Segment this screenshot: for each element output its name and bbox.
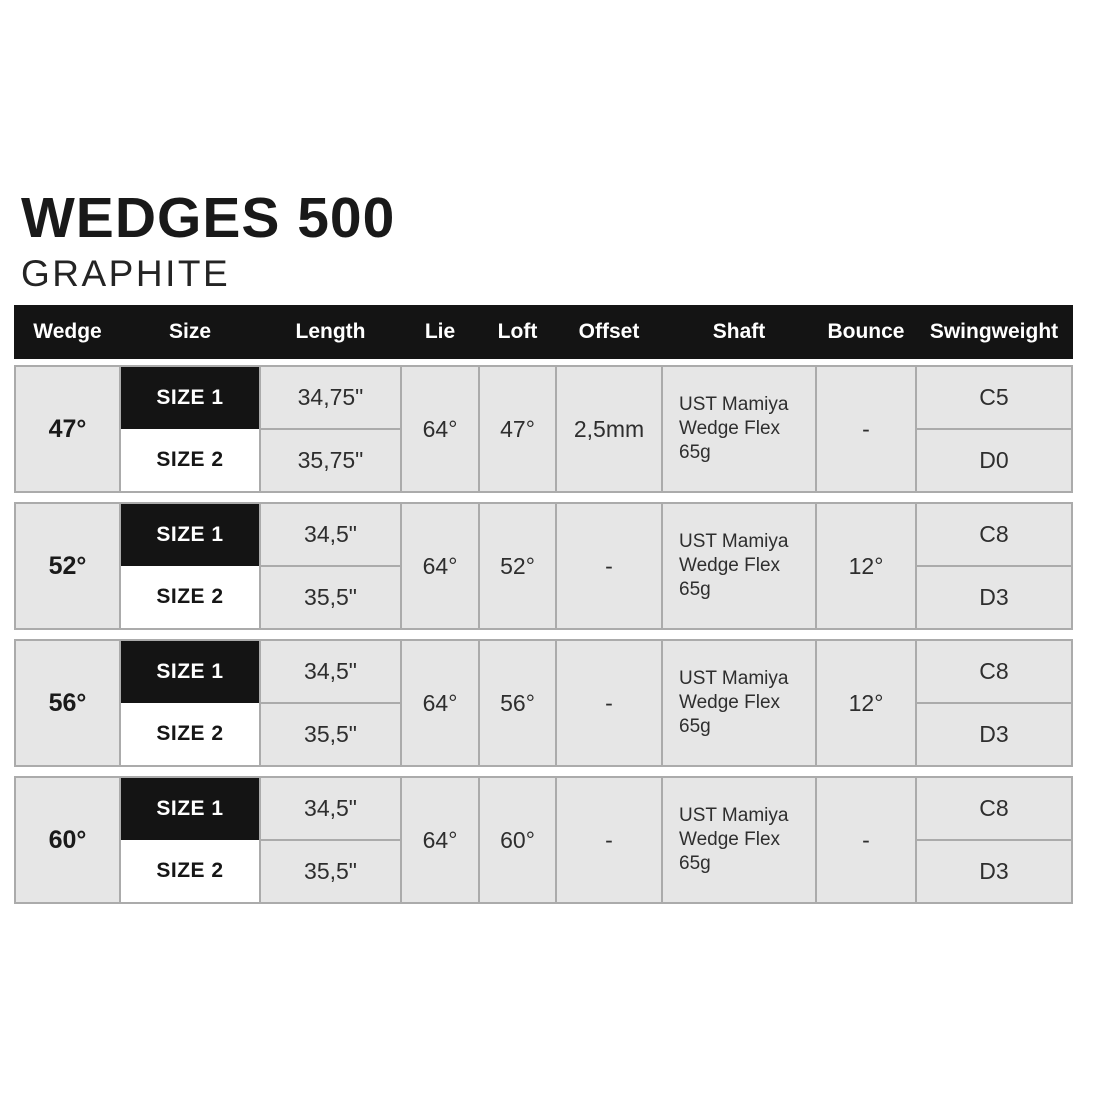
swingweight-size2-cell: D3	[979, 721, 1009, 747]
swingweight-size2-cell: D3	[979, 858, 1009, 884]
bounce-cell: -	[817, 367, 915, 491]
wedge-cell: 52°	[16, 504, 119, 628]
shaft-cell: UST Mamiya Wedge Flex 65g	[663, 778, 815, 902]
size-2-badge: SIZE 2	[121, 429, 259, 491]
length-size2-cell: 35,5"	[261, 704, 400, 765]
offset-cell: 2,5mm	[557, 367, 661, 491]
lie-cell: 64°	[402, 504, 478, 628]
offset-cell: -	[557, 641, 661, 765]
loft-cell: 52°	[480, 504, 555, 628]
header-bounce: Bounce	[817, 307, 915, 357]
header-loft: Loft	[480, 307, 555, 357]
lie-cell: 64°	[402, 367, 478, 491]
length-size2-cell: 35,5"	[261, 567, 400, 628]
size-2-badge: SIZE 2	[121, 840, 259, 902]
table-row-47	[14, 365, 1073, 493]
swingweight-column	[917, 641, 1071, 765]
header-swingweight: Swingweight	[917, 307, 1071, 357]
size-column	[121, 778, 259, 902]
header-size: Size	[121, 307, 259, 357]
swingweight-size2-cell: D0	[979, 447, 1009, 473]
size-2-badge: SIZE 2	[121, 703, 259, 765]
size-1-badge: SIZE 1	[121, 504, 259, 566]
swingweight-size2-cell: D3	[979, 584, 1009, 610]
size-1-badge: SIZE 1	[121, 641, 259, 703]
wedge-cell: 47°	[16, 367, 119, 491]
swingweight-size1-cell: C8	[917, 504, 1071, 567]
lie-cell: 64°	[402, 778, 478, 902]
swingweight-size1-cell: C5	[917, 367, 1071, 430]
shaft-cell: UST Mamiya Wedge Flex 65g	[663, 367, 815, 491]
size-column	[121, 641, 259, 765]
offset-cell: -	[557, 778, 661, 902]
header-lie: Lie	[402, 307, 478, 357]
length-size1-cell: 34,5"	[261, 641, 400, 702]
bounce-cell: 12°	[817, 504, 915, 628]
bounce-cell: -	[817, 778, 915, 902]
table-header-row	[14, 305, 1073, 359]
swingweight-size1-cell: C8	[917, 778, 1071, 841]
swingweight-column	[917, 367, 1071, 491]
length-size2-cell: 35,75"	[261, 430, 400, 491]
lie-cell: 64°	[402, 641, 478, 765]
header-offset: Offset	[557, 307, 661, 357]
length-size1-cell: 34,75"	[261, 367, 400, 428]
size-2-badge: SIZE 2	[121, 566, 259, 628]
size-column	[121, 504, 259, 628]
loft-cell: 47°	[480, 367, 555, 491]
offset-cell: -	[557, 504, 661, 628]
swingweight-size1-cell: C8	[917, 641, 1071, 704]
size-column	[121, 367, 259, 491]
table-row-52	[14, 502, 1073, 630]
size-1-badge: SIZE 1	[121, 367, 259, 429]
length-size1-cell: 34,5"	[261, 504, 400, 565]
shaft-cell: UST Mamiya Wedge Flex 65g	[663, 504, 815, 628]
table-row-60	[14, 776, 1073, 904]
loft-cell: 60°	[480, 778, 555, 902]
swingweight-column	[917, 504, 1071, 628]
header-wedge: Wedge	[16, 307, 119, 357]
page-subtitle: GRAPHITE	[21, 253, 231, 294]
size-1-badge: SIZE 1	[121, 778, 259, 840]
wedge-cell: 56°	[16, 641, 119, 765]
bounce-cell: 12°	[817, 641, 915, 765]
swingweight-column	[917, 778, 1071, 902]
wedge-cell: 60°	[16, 778, 119, 902]
length-size1-cell: 34,5"	[261, 778, 400, 839]
table-row-56	[14, 639, 1073, 767]
spec-table	[14, 305, 1073, 904]
length-size2-cell: 35,5"	[261, 841, 400, 902]
shaft-cell: UST Mamiya Wedge Flex 65g	[663, 641, 815, 765]
header-length: Length	[261, 307, 400, 357]
loft-cell: 56°	[480, 641, 555, 765]
header-shaft: Shaft	[663, 307, 815, 357]
title-block	[21, 186, 396, 294]
page-title: WEDGES 500	[21, 186, 396, 250]
